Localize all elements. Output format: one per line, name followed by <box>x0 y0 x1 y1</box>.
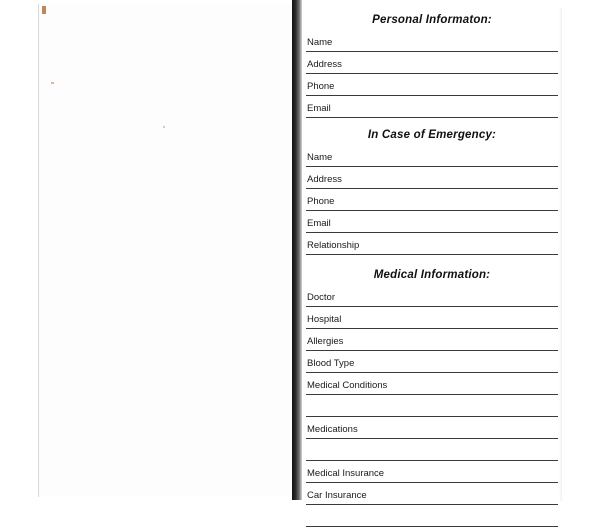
section-emergency <box>302 145 562 255</box>
field-emergency-name[interactable] <box>306 145 558 167</box>
field-emergency-relationship[interactable] <box>306 233 558 255</box>
field-car-insurance[interactable] <box>306 483 558 505</box>
field-label: Medical Insurance <box>307 468 385 479</box>
field-emergency-address[interactable] <box>306 167 558 189</box>
field-personal-address[interactable] <box>306 52 558 74</box>
field-label: Phone <box>307 81 335 92</box>
field-car-insurance-continuation[interactable] <box>306 505 558 527</box>
field-personal-name[interactable] <box>306 30 558 52</box>
field-label: Email <box>307 218 331 229</box>
section-personal <box>302 30 562 118</box>
field-medical-insurance[interactable] <box>306 461 558 483</box>
scan-margin-right <box>562 0 600 500</box>
field-label: Address <box>307 174 342 185</box>
field-label: Name <box>307 37 333 48</box>
field-emergency-email[interactable] <box>306 211 558 233</box>
scan-margin-left <box>0 0 38 500</box>
section-heading-emergency: In Case of Emergency: <box>367 129 497 141</box>
field-label: Blood Type <box>307 358 355 369</box>
paper-stain-mark <box>42 6 46 14</box>
field-label: Doctor <box>307 292 335 303</box>
field-emergency-phone[interactable] <box>306 189 558 211</box>
field-medical-allergies[interactable] <box>306 329 558 351</box>
field-label: Address <box>307 59 342 70</box>
field-label: Medical Conditions <box>307 380 388 391</box>
field-label: Phone <box>307 196 335 207</box>
left-blank-page <box>38 4 293 497</box>
field-label: Car Insurance <box>307 490 367 501</box>
field-label: Name <box>307 152 333 163</box>
field-label: Email <box>307 103 331 114</box>
field-personal-email[interactable] <box>306 96 558 118</box>
right-printed-page <box>302 4 562 501</box>
field-label: Relationship <box>307 240 360 251</box>
section-medical <box>302 285 562 527</box>
field-label: Allergies <box>307 336 344 347</box>
field-medical-medications[interactable] <box>306 417 558 439</box>
field-medical-medications-continuation[interactable] <box>306 439 558 461</box>
field-medical-blood-type[interactable] <box>306 351 558 373</box>
section-heading-medical: Medical Information: <box>373 269 491 281</box>
paper-speck <box>51 82 54 84</box>
field-medical-hospital[interactable] <box>306 307 558 329</box>
field-personal-phone[interactable] <box>306 74 558 96</box>
field-label: Medications <box>307 424 358 435</box>
paper-speck <box>163 126 165 128</box>
field-medical-conditions-continuation[interactable] <box>306 395 558 417</box>
field-medical-doctor[interactable] <box>306 285 558 307</box>
section-heading-personal: Personal Informaton: <box>372 14 492 26</box>
field-medical-conditions[interactable] <box>306 373 558 395</box>
book-gutter-shadow <box>292 0 302 500</box>
field-label: Hospital <box>307 314 342 325</box>
